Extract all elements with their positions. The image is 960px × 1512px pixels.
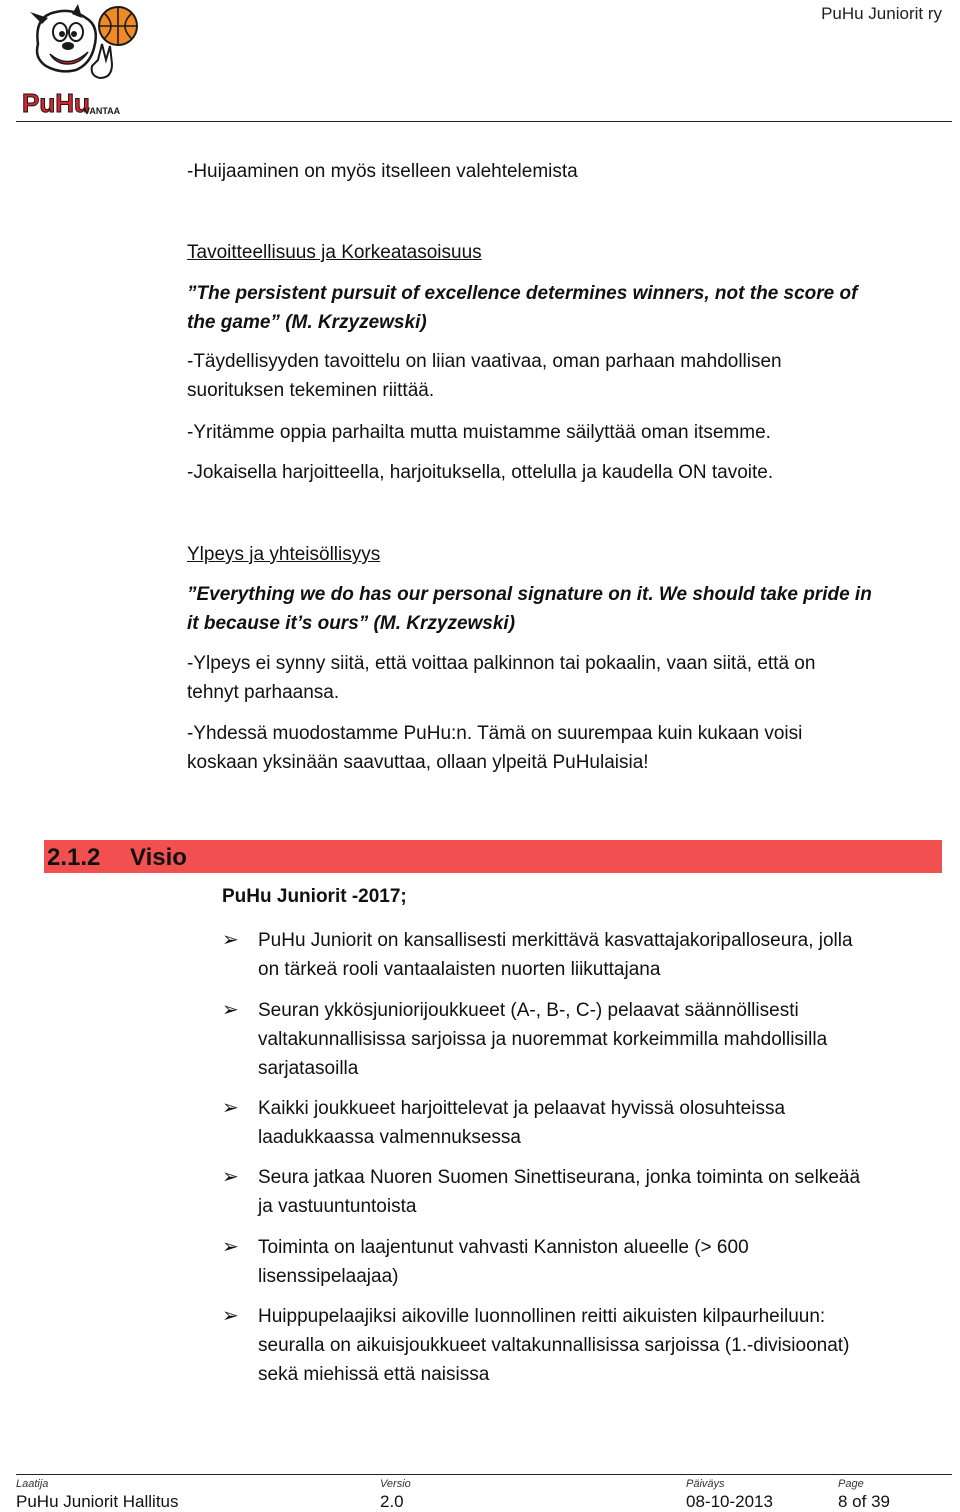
header-divider	[16, 121, 952, 122]
paragraph-line: koskaan yksinään saavuttaa, ollaan ylpeitä PuHulaisia!	[187, 752, 649, 773]
svg-text:VANTAA: VANTAA	[84, 106, 121, 116]
paragraph-line: tehnyt parhaansa.	[187, 682, 340, 703]
paragraph-line: -Täydellisyyden tavoittelu on liian vaativaa, oman parhaan mahdollisen	[187, 351, 782, 372]
section-heading-goals: Tavoitteellisuus ja Korkeatasoisuus	[187, 242, 482, 263]
quote-line: ”The persistent pursuit of excellence determines winners, not the score of	[187, 283, 858, 304]
footer-page-number: 8 of 39	[838, 1492, 890, 1511]
footer-label-page: Page	[838, 1478, 864, 1490]
bullet-text: Huippupelaajiksi aikoville luonnollinen reitti aikuisten kilpaurheiluun: seuralla on aikuisjoukkueet valtakunnallisissa sarjoissa (1.-divisioonat) sekä miehissä että naisissa	[258, 1306, 850, 1385]
quote-line: it because it’s ours” (M. Krzyzewski)	[187, 613, 516, 634]
quote-line: ”Everything we do has our personal signature on it. We should take pride in	[187, 584, 872, 605]
section-heading-pride: Ylpeys ja yhteisöllisyys	[187, 544, 381, 565]
footer-divider	[16, 1474, 952, 1475]
puhu-logo	[20, 4, 140, 118]
quote-line: the game” (M. Krzyzewski)	[187, 312, 427, 333]
paragraph-line: -Yhdessä muodostamme PuHu:n. Tämä on suurempaa kuin kukaan voisi	[187, 723, 803, 744]
section-number: 2.1.2	[47, 844, 101, 871]
paragraph-line: -Ylpeys ei synny siitä, että voittaa palkinnon tai pokaalin, vaan siitä, että on	[187, 653, 816, 674]
bullet-text: Seura jatkaa Nuoren Suomen Sinettiseurana, jonka toiminta on selkeää ja vastuuntuntoista	[258, 1167, 861, 1217]
footer-label-author: Laatija	[16, 1478, 49, 1490]
footer-author: PuHu Juniorit Hallitus	[16, 1492, 179, 1511]
footer-version: 2.0	[380, 1492, 404, 1511]
footer-label-version: Versio	[380, 1478, 411, 1490]
intro-line: -Huijaaminen on myös itselleen valehtelemista	[187, 161, 578, 182]
footer-date: 08-10-2013	[686, 1492, 773, 1511]
section-title: Visio	[130, 844, 187, 871]
bullet-text: Kaikki joukkueet harjoittelevat ja pelaavat hyvissä olosuhteissa laadukkaassa valmennuksessa	[258, 1098, 786, 1148]
bullet-arrow-icon: ➢	[222, 1305, 239, 1327]
svg-text:PuHu: PuHu	[22, 88, 90, 118]
bullet-text: PuHu Juniorit on kansallisesti merkittävä kasvattajakoripalloseura, jolla on tärkeä rooli vantaalaisten nuorten liikuttajana	[258, 930, 853, 980]
bullet-arrow-icon: ➢	[222, 999, 239, 1021]
bullet-arrow-icon: ➢	[222, 1236, 239, 1258]
bullet-text: Seuran ykkösjuniorijoukkueet (A-, B-, C-) pelaavat säännöllisesti valtakunnallisissa sarjoissa ja nuoremmat korkeimmilla mahdollisilla sarjatasoilla	[258, 1000, 828, 1079]
bullet-arrow-icon: ➢	[222, 929, 239, 951]
paragraph-line: -Jokaisella harjoitteella, harjoituksella, ottelulla ja kaudella ON tavoite.	[187, 462, 774, 483]
bullet-arrow-icon: ➢	[222, 1166, 239, 1188]
bullet-text: Toiminta on laajentunut vahvasti Kanniston alueelle (> 600 lisenssipelaajaa)	[258, 1237, 749, 1287]
paragraph-line: suorituksen tekeminen riittää.	[187, 380, 435, 401]
bullet-arrow-icon: ➢	[222, 1097, 239, 1119]
footer-label-date: Päiväys	[686, 1478, 725, 1490]
header-org-title: PuHu Juniorit ry	[821, 4, 942, 23]
paragraph-line: -Yritämme oppia parhailta mutta muistamme säilyttää oman itsemme.	[187, 422, 771, 443]
mascot-wolf-icon	[20, 4, 140, 118]
visio-subheading: PuHu Juniorit -2017;	[222, 886, 407, 907]
